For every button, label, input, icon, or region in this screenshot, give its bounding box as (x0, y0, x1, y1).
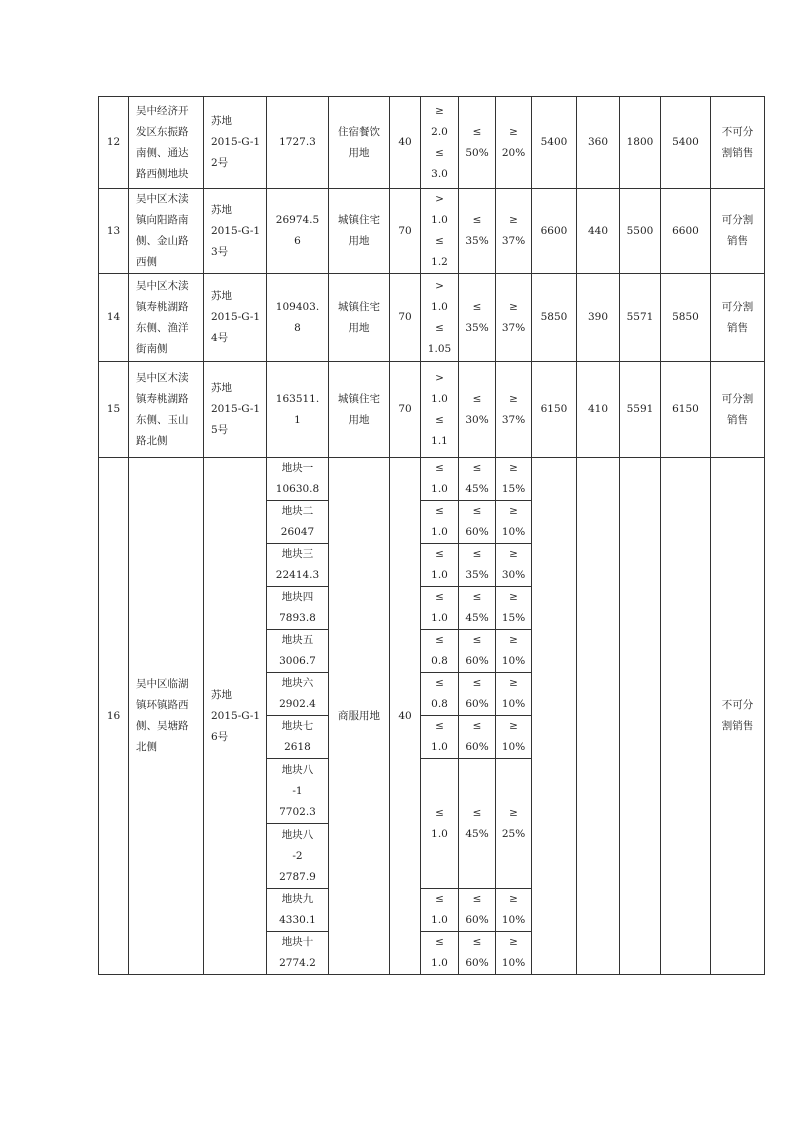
increment-cell: 390 (577, 274, 620, 362)
increment-cell (577, 458, 620, 975)
green-ratio-cell: ≥ 25% (496, 759, 532, 889)
land-use-cell: 城镇住宅 用地 (329, 274, 390, 362)
building-density-cell: ≤ 60% (459, 716, 496, 759)
location-cell: 吴中经济开 发区东振路 南侧、通达 路西侧地块 (129, 97, 204, 189)
value-cell: 5850 (661, 274, 711, 362)
row-number-cell: 16 (99, 458, 129, 975)
green-ratio-cell: ≥ 10% (496, 673, 532, 716)
green-ratio-cell: ≥ 10% (496, 630, 532, 673)
building-density-cell: ≤ 30% (459, 362, 496, 458)
plot-ratio-cell: > 1.0 ≤ 1.05 (421, 274, 459, 362)
plot-ratio-cell: > 1.0 ≤ 1.2 (421, 189, 459, 274)
term-years-cell: 70 (390, 189, 421, 274)
green-ratio-cell: ≥ 20% (496, 97, 532, 189)
sub-plot-area-cell: 地块五 3006.7 (267, 630, 329, 673)
plot-ratio-cell: ≤ 1.0 (421, 759, 459, 889)
location-cell: 吴中区木渎 镇寿桃湖路 东侧、玉山 路北侧 (129, 362, 204, 458)
green-ratio-cell: ≥ 37% (496, 189, 532, 274)
sub-plot-area-cell: 地块二 26047 (267, 501, 329, 544)
sale-mode-cell: 可分割 销售 (711, 189, 765, 274)
plot-ratio-cell: ≤ 1.0 (421, 889, 459, 932)
sub-plot-area-cell: 地块八 -2 2787.9 (267, 824, 329, 889)
building-density-cell: ≤ 35% (459, 544, 496, 587)
deposit-cell (620, 458, 661, 975)
plot-ratio-cell: ≤ 1.0 (421, 716, 459, 759)
green-ratio-cell: ≥ 10% (496, 716, 532, 759)
building-density-cell: ≤ 60% (459, 501, 496, 544)
building-density-cell: ≤ 35% (459, 189, 496, 274)
parcel-code-cell: 苏地 2015-G-1 6号 (204, 458, 267, 975)
building-density-cell: ≤ 45% (459, 458, 496, 501)
building-density-cell: ≤ 45% (459, 759, 496, 889)
sale-mode-cell: 可分割 销售 (711, 274, 765, 362)
value-cell: 6600 (661, 189, 711, 274)
green-ratio-cell: ≥ 10% (496, 501, 532, 544)
location-cell: 吴中区临湖 镇环镇路西 侧、吴塘路 北侧 (129, 458, 204, 975)
table-row (99, 274, 765, 362)
plot-ratio-cell: > 1.0 ≤ 1.1 (421, 362, 459, 458)
start-price-cell: 5850 (532, 274, 577, 362)
building-density-cell: ≤ 60% (459, 889, 496, 932)
sub-plot-area-cell: 地块三 22414.3 (267, 544, 329, 587)
deposit-cell: 5571 (620, 274, 661, 362)
land-use-cell: 城镇住宅 用地 (329, 362, 390, 458)
area-cell: 1727.3 (267, 97, 329, 189)
building-density-cell: ≤ 60% (459, 630, 496, 673)
plot-ratio-cell: ≤ 1.0 (421, 458, 459, 501)
row-number-cell: 14 (99, 274, 129, 362)
land-parcel-table (98, 96, 765, 975)
term-years-cell: 70 (390, 274, 421, 362)
sub-plot-area-cell: 地块九 4330.1 (267, 889, 329, 932)
plot-ratio-cell: ≤ 1.0 (421, 544, 459, 587)
deposit-cell: 1800 (620, 97, 661, 189)
table-row (99, 362, 765, 458)
green-ratio-cell: ≥ 30% (496, 544, 532, 587)
plot-ratio-cell: ≤ 1.0 (421, 587, 459, 630)
deposit-cell: 5591 (620, 362, 661, 458)
parcel-code-cell: 苏地 2015-G-1 4号 (204, 274, 267, 362)
sale-mode-cell: 可分割 销售 (711, 362, 765, 458)
parcel-code-cell: 苏地 2015-G-1 2号 (204, 97, 267, 189)
land-use-cell: 住宿餐饮 用地 (329, 97, 390, 189)
sale-mode-cell: 不可分 割销售 (711, 458, 765, 975)
term-years-cell: 40 (390, 458, 421, 975)
area-cell: 109403. 8 (267, 274, 329, 362)
parcel-code-cell: 苏地 2015-G-1 5号 (204, 362, 267, 458)
table-row (99, 189, 765, 274)
building-density-cell: ≤ 45% (459, 587, 496, 630)
start-price-cell: 6600 (532, 189, 577, 274)
green-ratio-cell: ≥ 37% (496, 274, 532, 362)
table-row (99, 458, 765, 501)
value-cell: 5400 (661, 97, 711, 189)
sub-plot-area-cell: 地块四 7893.8 (267, 587, 329, 630)
building-density-cell: ≤ 50% (459, 97, 496, 189)
building-density-cell: ≤ 60% (459, 673, 496, 716)
increment-cell: 440 (577, 189, 620, 274)
area-cell: 163511. 1 (267, 362, 329, 458)
building-density-cell: ≤ 60% (459, 932, 496, 975)
location-cell: 吴中区木渎 镇向阳路南 侧、金山路 西侧 (129, 189, 204, 274)
sub-plot-area-cell: 地块八 -1 7702.3 (267, 759, 329, 824)
plot-ratio-cell: ≤ 1.0 (421, 501, 459, 544)
deposit-cell: 5500 (620, 189, 661, 274)
increment-cell: 410 (577, 362, 620, 458)
value-cell (661, 458, 711, 975)
row-number-cell: 13 (99, 189, 129, 274)
table-row (99, 97, 765, 189)
plot-ratio-cell: ≥ 2.0 ≤ 3.0 (421, 97, 459, 189)
sub-plot-area-cell: 地块一 10630.8 (267, 458, 329, 501)
area-cell: 26974.5 6 (267, 189, 329, 274)
increment-cell: 360 (577, 97, 620, 189)
term-years-cell: 70 (390, 362, 421, 458)
sub-plot-area-cell: 地块六 2902.4 (267, 673, 329, 716)
green-ratio-cell: ≥ 10% (496, 932, 532, 975)
plot-ratio-cell: ≤ 0.8 (421, 630, 459, 673)
row-number-cell: 12 (99, 97, 129, 189)
plot-ratio-cell: ≤ 0.8 (421, 673, 459, 716)
start-price-cell: 5400 (532, 97, 577, 189)
parcel-code-cell: 苏地 2015-G-1 3号 (204, 189, 267, 274)
green-ratio-cell: ≥ 10% (496, 889, 532, 932)
plot-ratio-cell: ≤ 1.0 (421, 932, 459, 975)
land-use-cell: 城镇住宅 用地 (329, 189, 390, 274)
green-ratio-cell: ≥ 37% (496, 362, 532, 458)
term-years-cell: 40 (390, 97, 421, 189)
location-cell: 吴中区木渎 镇寿桃湖路 东侧、渔洋 街南侧 (129, 274, 204, 362)
row-number-cell: 15 (99, 362, 129, 458)
start-price-cell: 6150 (532, 362, 577, 458)
start-price-cell (532, 458, 577, 975)
land-use-cell: 商服用地 (329, 458, 390, 975)
green-ratio-cell: ≥ 15% (496, 458, 532, 501)
sub-plot-area-cell: 地块十 2774.2 (267, 932, 329, 975)
sale-mode-cell: 不可分 割销售 (711, 97, 765, 189)
sub-plot-area-cell: 地块七 2618 (267, 716, 329, 759)
building-density-cell: ≤ 35% (459, 274, 496, 362)
value-cell: 6150 (661, 362, 711, 458)
green-ratio-cell: ≥ 15% (496, 587, 532, 630)
table-body (99, 97, 765, 975)
